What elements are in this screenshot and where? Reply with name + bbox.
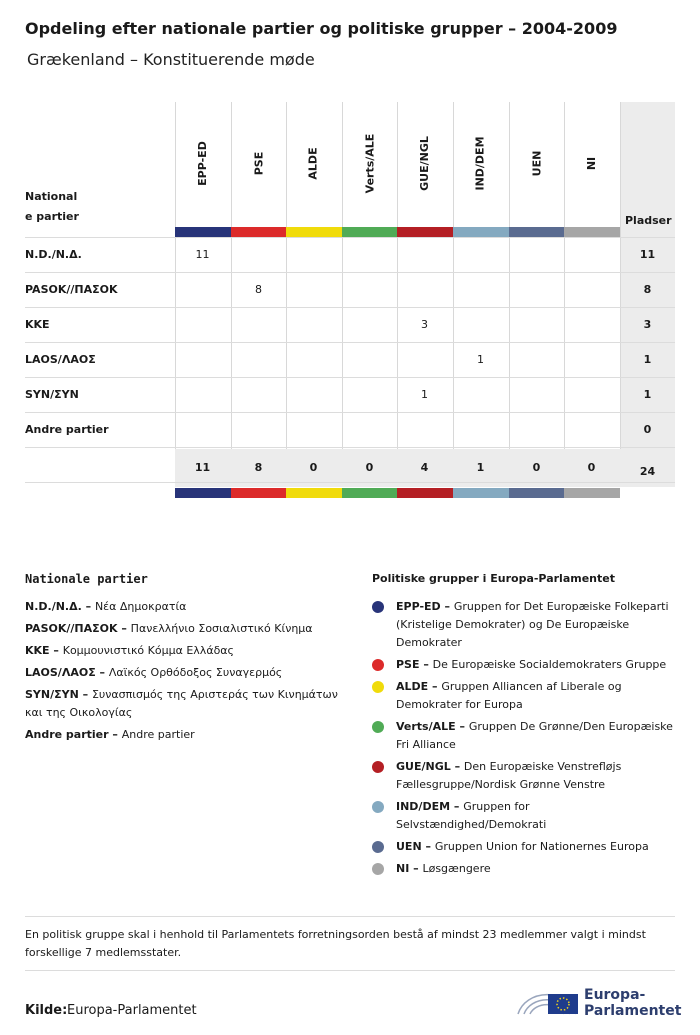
page-title: Opdeling efter nationale partier og politiske grupper – 2004-2009 (25, 19, 618, 38)
national-party-abbr: SYN/ΣΥΝ – (25, 688, 92, 701)
table-cell: 1 (421, 388, 428, 401)
group-header-label: IND/DEM (473, 135, 487, 191)
row-seats: 8 (643, 283, 652, 296)
group-header-label: ALDE (306, 146, 320, 180)
row-party-name: Andre partier (25, 423, 109, 436)
political-group-name: Løsgængere (422, 862, 491, 875)
group-header-label: UEN (530, 150, 543, 176)
group-color-dot-icon (372, 801, 384, 813)
political-group-item (396, 838, 678, 856)
row-seats: 1 (643, 353, 652, 366)
group-total: 0 (309, 461, 318, 474)
row-divider (25, 272, 675, 273)
national-party-item (25, 726, 345, 744)
group-total: 0 (365, 461, 374, 474)
row-divider (25, 482, 675, 483)
group-color-swatch (564, 227, 620, 237)
row-seats: 11 (639, 248, 656, 261)
national-party-abbr: KKE – (25, 644, 63, 657)
row-seats: 1 (643, 388, 652, 401)
national-party-item (25, 642, 345, 660)
political-group-abbr: IND/DEM – (396, 800, 464, 813)
column-divider (397, 237, 398, 449)
table-cell: 3 (421, 318, 428, 331)
table-cell: 11 (195, 248, 210, 261)
column-divider (342, 237, 343, 449)
political-group-name: De Europæiske Socialdemokraters Gruppe (432, 658, 667, 671)
political-group-item (396, 598, 678, 652)
seats-header: Pladser (625, 214, 672, 227)
political-group-name: Den Europæiske Venstrefløjs Fællesgruppe/Nordisk Grønne Venstre (396, 760, 622, 791)
group-total: 4 (420, 461, 429, 474)
row-party-name: N.D./Ν.Δ. (25, 248, 82, 261)
source-label: Kilde: (25, 1003, 68, 1018)
political-group-abbr: Verts/ALE – (396, 720, 469, 733)
column-divider (620, 237, 621, 449)
group-color-swatch (453, 488, 509, 498)
group-color-dot-icon (372, 659, 384, 671)
footnote-divider-top (25, 916, 675, 917)
political-group-item (396, 860, 678, 878)
group-header-ni (564, 108, 619, 218)
column-divider (564, 237, 565, 449)
national-party-name: Λαϊκός Ορθόδοξος Συναγερμός (108, 666, 283, 679)
group-color-swatch (175, 488, 231, 498)
source-value: Europa-Parlamentet (67, 1003, 197, 1018)
political-group-name: Gruppen Alliancen af Liberale og Demokrater for Europa (396, 680, 622, 711)
national-party-abbr: PASOK//ΠΑΣΟΚ – (25, 622, 131, 635)
row-divider (25, 342, 675, 343)
column-divider (453, 237, 454, 449)
column-divider (509, 237, 510, 449)
group-header-uen (509, 108, 564, 218)
row-seats: 3 (643, 318, 652, 331)
political-group-item (396, 758, 678, 794)
table-cell: 1 (477, 353, 484, 366)
row-divider (25, 377, 675, 378)
grand-total: 24 (639, 465, 656, 478)
group-total: 11 (194, 461, 211, 474)
group-header-label: Verts/ALE (363, 133, 377, 193)
national-party-name: Κομμουνιστικό Κόμμα Ελλάδας (62, 644, 235, 657)
row-header: National e partier (25, 190, 79, 223)
national-party-item (25, 620, 345, 638)
logo-text-line2: Parlamentet (584, 1003, 682, 1019)
political-group-abbr: GUE/NGL – (396, 760, 464, 773)
political-group-abbr: NI – (396, 862, 423, 875)
political-group-name: Gruppen De Grønne/Den Europæiske Fri Alliance (396, 720, 673, 751)
political-group-abbr: PSE – (396, 658, 433, 671)
group-total: 1 (476, 461, 485, 474)
national-party-abbr: LAOS/ΛΑΟΣ – (25, 666, 109, 679)
row-divider (25, 307, 675, 308)
page-subtitle: Grækenland – Konstituerende møde (27, 50, 315, 69)
table-cell: 8 (255, 283, 262, 296)
group-header-vertsale (342, 108, 397, 218)
row-divider (25, 412, 675, 413)
political-groups-heading: Politiske grupper i Europa-Parlamentet (372, 572, 615, 585)
row-party-name: SYN/ΣΥΝ (25, 388, 79, 401)
row-party-name: KKE (25, 318, 50, 331)
political-group-abbr: UEN – (396, 840, 435, 853)
national-party-name: Πανελλήνιο Σοσιαλιστικό Κίνημα (130, 622, 313, 635)
political-group-item (396, 718, 678, 754)
footnote-divider-bottom (25, 970, 675, 971)
group-header-label: EPP-ED (196, 140, 209, 186)
group-color-swatch (397, 488, 453, 498)
political-group-name: Gruppen for Det Europæiske Folkeparti (Kristelige Demokrater) og De Europæiske Demokrater (396, 600, 669, 649)
group-header-inddem (453, 108, 508, 218)
row-party-name: LAOS/ΛΑΟΣ (25, 353, 96, 366)
group-header-epped (175, 108, 230, 218)
political-group-name: Gruppen for Selvstændighed/Demokrati (396, 800, 547, 831)
group-color-swatch (509, 488, 565, 498)
footnote: En politisk gruppe skal i henhold til Parlamentets forretningsorden bestå af mindst 23 medlemmer valgt i mindst forskellige 7 medlemsstater. (25, 928, 646, 959)
group-header-alde (286, 108, 341, 218)
national-party-item (25, 598, 345, 616)
group-color-swatch (453, 227, 509, 237)
group-color-swatch (342, 488, 398, 498)
group-header-pse (231, 108, 286, 218)
group-color-dot-icon (372, 841, 384, 853)
group-total: 0 (587, 461, 596, 474)
logo-text-line1: Europa- (584, 987, 646, 1003)
row-seats: 0 (643, 423, 652, 436)
national-party-item (25, 664, 345, 682)
national-party-name: Andre partier (121, 728, 195, 741)
national-party-item (25, 686, 345, 722)
group-color-dot-icon (372, 721, 384, 733)
political-group-abbr: EPP-ED – (396, 600, 454, 613)
group-color-dot-icon (372, 681, 384, 693)
group-color-swatch (342, 227, 398, 237)
national-parties-heading: Nationale partier (25, 572, 148, 586)
group-color-dot-icon (372, 761, 384, 773)
column-divider (620, 102, 621, 237)
column-divider (175, 237, 176, 449)
group-header-label: NI (585, 156, 598, 170)
group-color-swatch (509, 227, 565, 237)
political-group-item (396, 678, 678, 714)
group-color-swatch (286, 488, 342, 498)
row-party-name: PASOK//ΠΑΣΟΚ (25, 283, 118, 296)
group-header-label: GUE/NGL (418, 135, 431, 191)
column-divider (286, 237, 287, 449)
group-total: 0 (532, 461, 541, 474)
national-party-abbr: Andre partier – (25, 728, 122, 741)
political-group-item (396, 798, 678, 834)
political-group-abbr: ALDE – (396, 680, 442, 693)
political-group-item (396, 656, 678, 674)
group-color-swatch (231, 488, 287, 498)
group-color-swatch (286, 227, 342, 237)
group-color-dot-icon (372, 863, 384, 875)
row-divider (25, 237, 675, 238)
group-color-swatch (564, 488, 620, 498)
group-color-swatch (397, 227, 453, 237)
group-color-dot-icon (372, 601, 384, 613)
column-divider (231, 237, 232, 449)
group-header-guengl (397, 108, 452, 218)
group-header-label: PSE (252, 151, 265, 175)
political-group-name: Gruppen Union for Nationernes Europa (434, 840, 649, 853)
national-party-name: Νέα Δημοκρατία (94, 600, 187, 613)
national-party-abbr: N.D./Ν.Δ. – (25, 600, 95, 613)
group-total: 8 (254, 461, 263, 474)
group-color-swatch (175, 227, 231, 237)
group-color-swatch (231, 227, 287, 237)
parliament-logo-icon (514, 980, 580, 1016)
row-divider (25, 447, 675, 448)
national-party-name: Συνασπισμός της Αριστεράς των Κινημάτων και της Οικολογίας (25, 688, 338, 719)
